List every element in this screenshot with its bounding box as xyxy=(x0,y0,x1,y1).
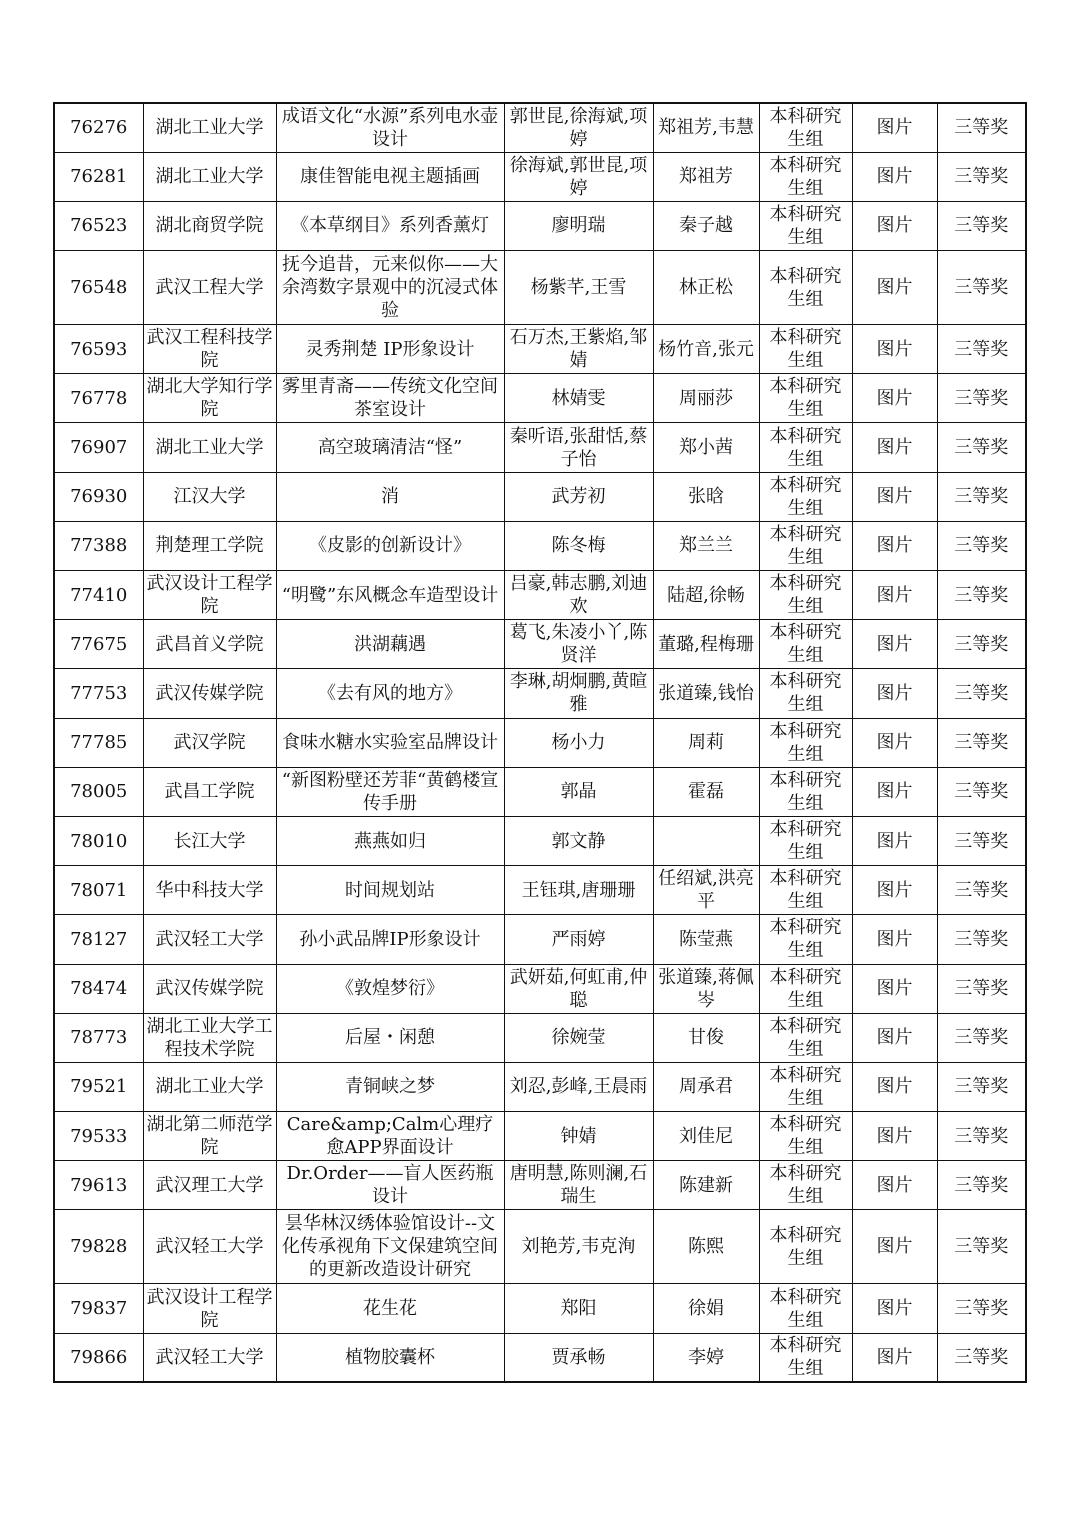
entry-id-cell: 76907 xyxy=(54,423,143,472)
work-title-cell: 高空玻璃清洁“怪” xyxy=(276,423,504,472)
group-cell: 本科研究生组 xyxy=(759,1062,852,1111)
entry-id-cell: 76778 xyxy=(54,374,143,423)
type-cell: 图片 xyxy=(852,964,937,1013)
authors-cell: 刘艳芳,韦克洵 xyxy=(504,1210,653,1284)
school-cell: 湖北工业大学 xyxy=(143,152,276,201)
advisor-cell: 徐娟 xyxy=(653,1284,759,1333)
entry-id-cell: 79613 xyxy=(54,1161,143,1210)
work-title-cell: 燕燕如归 xyxy=(276,816,504,865)
entry-id-cell: 76281 xyxy=(54,152,143,201)
group-cell: 本科研究生组 xyxy=(759,1161,852,1210)
group-cell: 本科研究生组 xyxy=(759,964,852,1013)
entry-id-cell: 77753 xyxy=(54,669,143,718)
table-row xyxy=(54,1210,1026,1284)
group-cell: 本科研究生组 xyxy=(759,1333,852,1382)
entry-id-cell: 77410 xyxy=(54,571,143,620)
award-cell: 三等奖 xyxy=(937,251,1026,325)
table-row xyxy=(54,1013,1026,1062)
advisor-cell: 陈建新 xyxy=(653,1161,759,1210)
authors-cell: 郑阳 xyxy=(504,1284,653,1333)
school-cell: 湖北第二师范学院 xyxy=(143,1112,276,1161)
school-cell: 武汉工程大学 xyxy=(143,251,276,325)
group-cell: 本科研究生组 xyxy=(759,816,852,865)
advisor-cell: 郑兰兰 xyxy=(653,521,759,570)
award-cell: 三等奖 xyxy=(937,669,1026,718)
type-cell: 图片 xyxy=(852,1210,937,1284)
school-cell: 长江大学 xyxy=(143,816,276,865)
authors-cell: 严雨婷 xyxy=(504,915,653,964)
entry-id-cell: 79837 xyxy=(54,1284,143,1333)
advisor-cell: 董璐,程梅珊 xyxy=(653,620,759,669)
school-cell: 武汉学院 xyxy=(143,718,276,767)
table-row xyxy=(54,472,1026,521)
group-cell: 本科研究生组 xyxy=(759,251,852,325)
work-title-cell: 康佳智能电视主题插画 xyxy=(276,152,504,201)
entry-id-cell: 79533 xyxy=(54,1112,143,1161)
work-title-cell: 消 xyxy=(276,472,504,521)
authors-cell: 徐海斌,郭世昆,项婷 xyxy=(504,152,653,201)
award-cell: 三等奖 xyxy=(937,325,1026,374)
group-cell: 本科研究生组 xyxy=(759,521,852,570)
award-cell: 三等奖 xyxy=(937,1284,1026,1333)
award-cell: 三等奖 xyxy=(937,767,1026,816)
group-cell: 本科研究生组 xyxy=(759,472,852,521)
table-row xyxy=(54,1161,1026,1210)
award-cell: 三等奖 xyxy=(937,915,1026,964)
type-cell: 图片 xyxy=(852,767,937,816)
school-cell: 武昌首义学院 xyxy=(143,620,276,669)
authors-cell: 郭世昆,徐海斌,项婷 xyxy=(504,103,653,152)
school-cell: 武汉轻工大学 xyxy=(143,1210,276,1284)
award-cell: 三等奖 xyxy=(937,103,1026,152)
entry-id-cell: 78773 xyxy=(54,1013,143,1062)
authors-cell: 林婧雯 xyxy=(504,374,653,423)
work-title-cell: 植物胶囊杯 xyxy=(276,1333,504,1382)
advisor-cell: 秦子越 xyxy=(653,201,759,250)
work-title-cell: 洪湖藕遇 xyxy=(276,620,504,669)
work-title-cell: 花生花 xyxy=(276,1284,504,1333)
award-table-body xyxy=(54,103,1026,1382)
type-cell: 图片 xyxy=(852,325,937,374)
school-cell: 华中科技大学 xyxy=(143,866,276,915)
entry-id-cell: 79521 xyxy=(54,1062,143,1111)
type-cell: 图片 xyxy=(852,915,937,964)
authors-cell: 石万杰,王紫焰,邹婧 xyxy=(504,325,653,374)
authors-cell: 杨紫芊,王雪 xyxy=(504,251,653,325)
award-cell: 三等奖 xyxy=(937,816,1026,865)
award-cell: 三等奖 xyxy=(937,964,1026,1013)
school-cell: 湖北工业大学 xyxy=(143,1062,276,1111)
table-row xyxy=(54,669,1026,718)
authors-cell: 李琳,胡炯鹏,黄暄雅 xyxy=(504,669,653,718)
award-cell: 三等奖 xyxy=(937,620,1026,669)
advisor-cell: 任绍斌,洪亮平 xyxy=(653,866,759,915)
work-title-cell: 昙华林汉绣体验馆设计--文化传承视角下文保建筑空间的更新改造设计研究 xyxy=(276,1210,504,1284)
authors-cell: 武芳初 xyxy=(504,472,653,521)
entry-id-cell: 79828 xyxy=(54,1210,143,1284)
group-cell: 本科研究生组 xyxy=(759,669,852,718)
type-cell: 图片 xyxy=(852,1112,937,1161)
work-title-cell: “新图粉壁还芳菲“黄鹤楼宣传手册 xyxy=(276,767,504,816)
entry-id-cell: 78010 xyxy=(54,816,143,865)
group-cell: 本科研究生组 xyxy=(759,620,852,669)
entry-id-cell: 79866 xyxy=(54,1333,143,1382)
table-row xyxy=(54,1284,1026,1333)
entry-id-cell: 77388 xyxy=(54,521,143,570)
entry-id-cell: 78127 xyxy=(54,915,143,964)
award-cell: 三等奖 xyxy=(937,374,1026,423)
award-cell: 三等奖 xyxy=(937,521,1026,570)
work-title-cell: 时间规划站 xyxy=(276,866,504,915)
award-cell: 三等奖 xyxy=(937,1112,1026,1161)
entry-id-cell: 78474 xyxy=(54,964,143,1013)
authors-cell: 刘忍,彭峰,王晨雨 xyxy=(504,1062,653,1111)
authors-cell: 王钰琪,唐珊珊 xyxy=(504,866,653,915)
school-cell: 湖北大学知行学院 xyxy=(143,374,276,423)
table-row xyxy=(54,325,1026,374)
authors-cell: 吕豪,韩志鹏,刘迪欢 xyxy=(504,571,653,620)
group-cell: 本科研究生组 xyxy=(759,571,852,620)
school-cell: 武汉设计工程学院 xyxy=(143,571,276,620)
advisor-cell: 霍磊 xyxy=(653,767,759,816)
award-cell: 三等奖 xyxy=(937,472,1026,521)
table-row xyxy=(54,251,1026,325)
group-cell: 本科研究生组 xyxy=(759,325,852,374)
work-title-cell: 青铜峡之梦 xyxy=(276,1062,504,1111)
table-row xyxy=(54,718,1026,767)
table-row xyxy=(54,767,1026,816)
school-cell: 武汉传媒学院 xyxy=(143,964,276,1013)
award-cell: 三等奖 xyxy=(937,1062,1026,1111)
advisor-cell: 周莉 xyxy=(653,718,759,767)
type-cell: 图片 xyxy=(852,201,937,250)
award-cell: 三等奖 xyxy=(937,201,1026,250)
award-cell: 三等奖 xyxy=(937,1013,1026,1062)
table-row xyxy=(54,915,1026,964)
group-cell: 本科研究生组 xyxy=(759,1210,852,1284)
type-cell: 图片 xyxy=(852,866,937,915)
group-cell: 本科研究生组 xyxy=(759,1013,852,1062)
type-cell: 图片 xyxy=(852,374,937,423)
authors-cell: 武妍茹,何虹甫,仲聪 xyxy=(504,964,653,1013)
work-title-cell: 《去有风的地方》 xyxy=(276,669,504,718)
advisor-cell: 杨竹音,张元 xyxy=(653,325,759,374)
work-title-cell: 《敦煌梦衍》 xyxy=(276,964,504,1013)
school-cell: 武昌工学院 xyxy=(143,767,276,816)
award-cell: 三等奖 xyxy=(937,1161,1026,1210)
table-row xyxy=(54,1333,1026,1382)
table-row xyxy=(54,103,1026,152)
school-cell: 武汉工程科技学院 xyxy=(143,325,276,374)
entry-id-cell: 77785 xyxy=(54,718,143,767)
group-cell: 本科研究生组 xyxy=(759,423,852,472)
type-cell: 图片 xyxy=(852,1284,937,1333)
school-cell: 武汉设计工程学院 xyxy=(143,1284,276,1333)
school-cell: 武汉理工大学 xyxy=(143,1161,276,1210)
table-row xyxy=(54,866,1026,915)
entry-id-cell: 76930 xyxy=(54,472,143,521)
entry-id-cell: 76276 xyxy=(54,103,143,152)
advisor-cell xyxy=(653,816,759,865)
table-row xyxy=(54,374,1026,423)
table-row xyxy=(54,816,1026,865)
authors-cell: 秦听语,张甜恬,蔡子怡 xyxy=(504,423,653,472)
table-row xyxy=(54,201,1026,250)
group-cell: 本科研究生组 xyxy=(759,1112,852,1161)
authors-cell: 贾承畅 xyxy=(504,1333,653,1382)
work-title-cell: 成语文化“水源”系列电水壶设计 xyxy=(276,103,504,152)
type-cell: 图片 xyxy=(852,1013,937,1062)
authors-cell: 钟婧 xyxy=(504,1112,653,1161)
type-cell: 图片 xyxy=(852,669,937,718)
table-row xyxy=(54,620,1026,669)
type-cell: 图片 xyxy=(852,1062,937,1111)
work-title-cell: 抚今追昔，元来似你——大余湾数字景观中的沉浸式体验 xyxy=(276,251,504,325)
table-row xyxy=(54,1112,1026,1161)
work-title-cell: “明鹭”东风概念车造型设计 xyxy=(276,571,504,620)
group-cell: 本科研究生组 xyxy=(759,1284,852,1333)
type-cell: 图片 xyxy=(852,103,937,152)
type-cell: 图片 xyxy=(852,571,937,620)
type-cell: 图片 xyxy=(852,251,937,325)
type-cell: 图片 xyxy=(852,816,937,865)
authors-cell: 徐婉莹 xyxy=(504,1013,653,1062)
authors-cell: 杨小力 xyxy=(504,718,653,767)
type-cell: 图片 xyxy=(852,620,937,669)
entry-id-cell: 76523 xyxy=(54,201,143,250)
type-cell: 图片 xyxy=(852,152,937,201)
group-cell: 本科研究生组 xyxy=(759,374,852,423)
award-cell: 三等奖 xyxy=(937,1333,1026,1382)
entry-id-cell: 76593 xyxy=(54,325,143,374)
type-cell: 图片 xyxy=(852,1161,937,1210)
group-cell: 本科研究生组 xyxy=(759,767,852,816)
authors-cell: 郭晶 xyxy=(504,767,653,816)
award-cell: 三等奖 xyxy=(937,423,1026,472)
type-cell: 图片 xyxy=(852,1333,937,1382)
type-cell: 图片 xyxy=(852,718,937,767)
school-cell: 湖北商贸学院 xyxy=(143,201,276,250)
award-cell: 三等奖 xyxy=(937,718,1026,767)
advisor-cell: 陆超,徐畅 xyxy=(653,571,759,620)
award-cell: 三等奖 xyxy=(937,152,1026,201)
table-row xyxy=(54,964,1026,1013)
group-cell: 本科研究生组 xyxy=(759,152,852,201)
school-cell: 江汉大学 xyxy=(143,472,276,521)
table-row xyxy=(54,521,1026,570)
award-cell: 三等奖 xyxy=(937,1210,1026,1284)
advisor-cell: 郑小茜 xyxy=(653,423,759,472)
authors-cell: 郭文静 xyxy=(504,816,653,865)
advisor-cell: 张晗 xyxy=(653,472,759,521)
type-cell: 图片 xyxy=(852,423,937,472)
advisor-cell: 郑祖芳 xyxy=(653,152,759,201)
advisor-cell: 林正松 xyxy=(653,251,759,325)
work-title-cell: 孙小武品牌IP形象设计 xyxy=(276,915,504,964)
school-cell: 武汉轻工大学 xyxy=(143,1333,276,1382)
school-cell: 武汉传媒学院 xyxy=(143,669,276,718)
award-cell: 三等奖 xyxy=(937,866,1026,915)
work-title-cell: 灵秀荆楚 IP形象设计 xyxy=(276,325,504,374)
entry-id-cell: 78071 xyxy=(54,866,143,915)
entry-id-cell: 77675 xyxy=(54,620,143,669)
group-cell: 本科研究生组 xyxy=(759,103,852,152)
authors-cell: 葛飞,朱凌小丫,陈贤洋 xyxy=(504,620,653,669)
work-title-cell: 《本草纲目》系列香薰灯 xyxy=(276,201,504,250)
work-title-cell: 《皮影的创新设计》 xyxy=(276,521,504,570)
advisor-cell: 张道臻,钱怡 xyxy=(653,669,759,718)
type-cell: 图片 xyxy=(852,521,937,570)
school-cell: 湖北工业大学工程技术学院 xyxy=(143,1013,276,1062)
work-title-cell: 食味水糖水实验室品牌设计 xyxy=(276,718,504,767)
table-row xyxy=(54,571,1026,620)
group-cell: 本科研究生组 xyxy=(759,866,852,915)
work-title-cell: Dr.Order——盲人医药瓶设计 xyxy=(276,1161,504,1210)
work-title-cell: 后屋・闲憩 xyxy=(276,1013,504,1062)
advisor-cell: 李婷 xyxy=(653,1333,759,1382)
work-title-cell: 雾里青斋——传统文化空间茶室设计 xyxy=(276,374,504,423)
authors-cell: 陈冬梅 xyxy=(504,521,653,570)
advisor-cell: 陈莹燕 xyxy=(653,915,759,964)
advisor-cell: 陈熙 xyxy=(653,1210,759,1284)
advisor-cell: 甘俊 xyxy=(653,1013,759,1062)
work-title-cell: Care&amp;Calm心理疗愈APP界面设计 xyxy=(276,1112,504,1161)
entry-id-cell: 76548 xyxy=(54,251,143,325)
award-cell: 三等奖 xyxy=(937,571,1026,620)
school-cell: 武汉轻工大学 xyxy=(143,915,276,964)
authors-cell: 廖明瑞 xyxy=(504,201,653,250)
authors-cell: 唐明慧,陈则澜,石瑞生 xyxy=(504,1161,653,1210)
table-row xyxy=(54,152,1026,201)
advisor-cell: 刘佳尼 xyxy=(653,1112,759,1161)
award-table xyxy=(53,102,1027,1383)
group-cell: 本科研究生组 xyxy=(759,201,852,250)
table-row xyxy=(54,1062,1026,1111)
table-row xyxy=(54,423,1026,472)
advisor-cell: 郑祖芳,韦慧 xyxy=(653,103,759,152)
group-cell: 本科研究生组 xyxy=(759,915,852,964)
group-cell: 本科研究生组 xyxy=(759,718,852,767)
entry-id-cell: 78005 xyxy=(54,767,143,816)
school-cell: 湖北工业大学 xyxy=(143,103,276,152)
school-cell: 荆楚理工学院 xyxy=(143,521,276,570)
advisor-cell: 张道臻,蒋佩岑 xyxy=(653,964,759,1013)
school-cell: 湖北工业大学 xyxy=(143,423,276,472)
type-cell: 图片 xyxy=(852,472,937,521)
advisor-cell: 周丽莎 xyxy=(653,374,759,423)
advisor-cell: 周承君 xyxy=(653,1062,759,1111)
